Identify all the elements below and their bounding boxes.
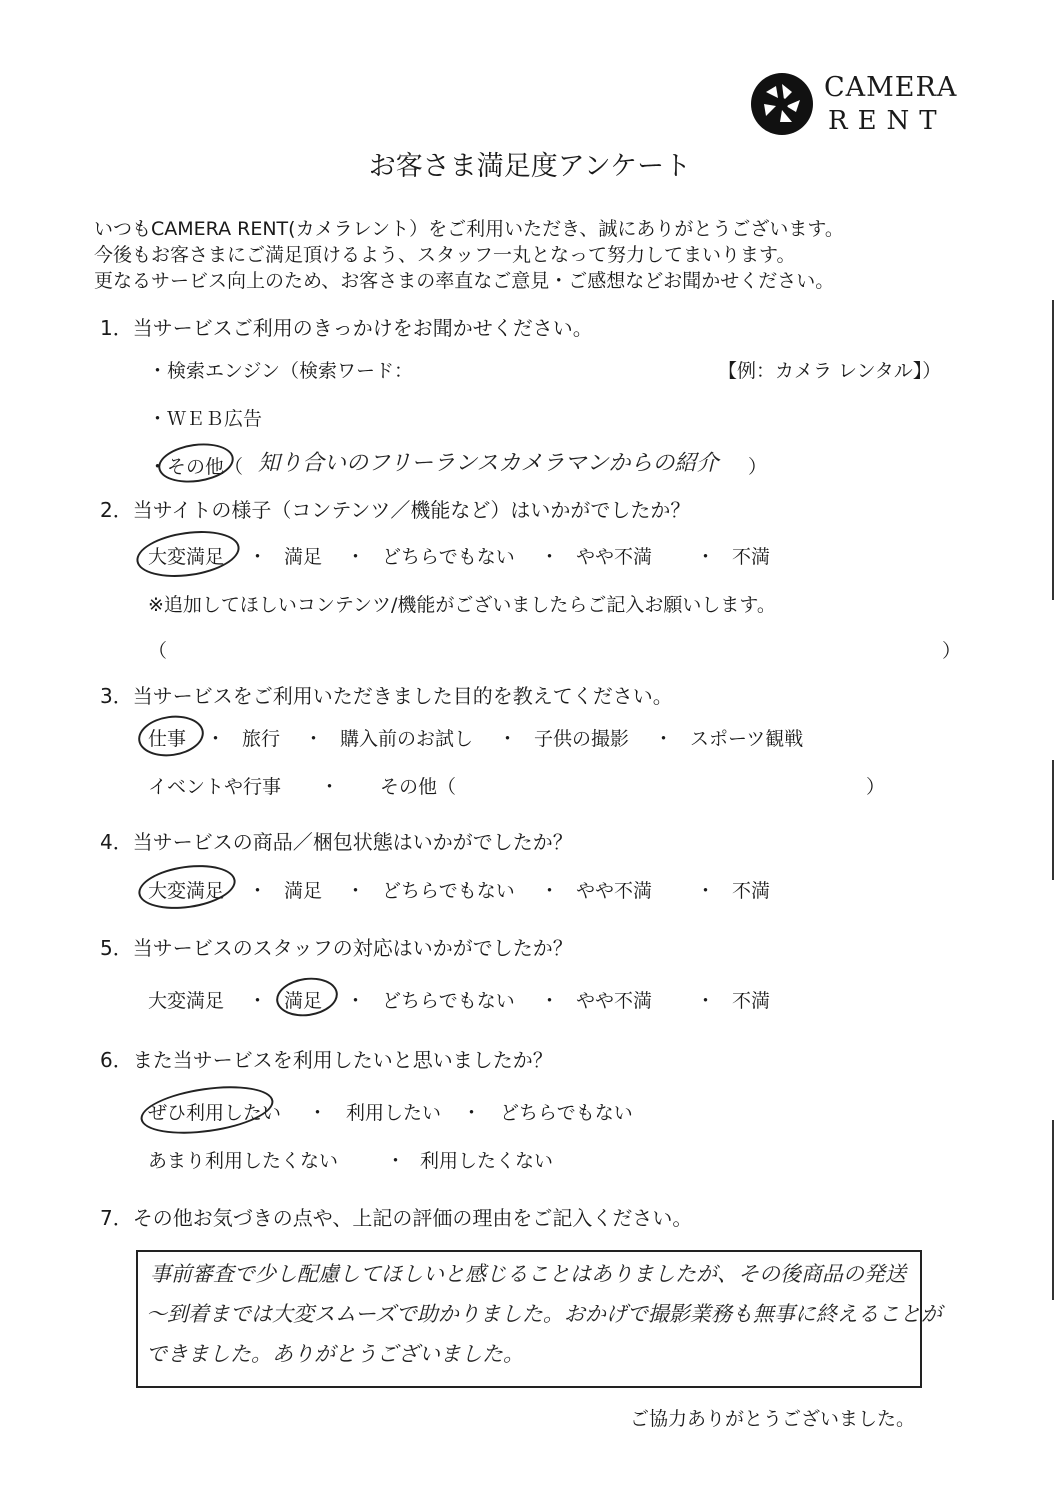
q1-selection-circle <box>156 439 237 487</box>
q5-selection-circle <box>274 974 341 1020</box>
q3-sep-4: ・ <box>654 728 674 750</box>
q6-option-1: ぜひ利用したい <box>148 1102 282 1124</box>
q5-sep-3: ・ <box>540 990 560 1012</box>
q2-sep-4: ・ <box>696 546 716 568</box>
q1-other-close: ） <box>748 456 768 478</box>
logo <box>748 68 958 140</box>
q1-option-search: ・検索エンジン（検索ワード： <box>148 360 414 382</box>
q2-paren-open: （ <box>148 640 168 662</box>
q4-option-2: 満足 <box>284 880 323 902</box>
q2-option-1: 大変満足 <box>148 546 225 568</box>
q5-label: 5．当サービスのスタッフの対応はいかがでしたか？ <box>100 936 573 960</box>
intro-line-1: いつもCAMERA RENT(カメラレント）をご利用いただき、誠にありがとうございます。 <box>94 218 844 240</box>
q1-label: 1．当サービスご利用のきっかけをお聞かせください。 <box>100 316 593 340</box>
scan-edge-line <box>1052 300 1054 600</box>
q1-other-answer: 知り合いのフリーランスカメラマンからの紹介 <box>258 451 719 476</box>
q3-option-3: 購入前のお試し <box>340 728 474 750</box>
q4-selection-circle <box>136 859 239 914</box>
q7-answer-line-3: できました。ありがとうございました。 <box>146 1342 524 1366</box>
q5-option-5: 不満 <box>732 990 771 1012</box>
q2-note: ※追加してほしいコンテンツ/機能がございましたらご記入お願いします。 <box>148 594 776 616</box>
q4-option-1: 大変満足 <box>148 880 225 902</box>
q3-other-close: ） <box>866 776 886 798</box>
page-title: お客さま満足度アンケート <box>368 151 692 182</box>
q3-label: 3．当サービスをご利用いただきました目的を教えてください。 <box>100 684 673 708</box>
q7-label: 7．その他お気づきの点や、上記の評価の理由をご記入ください。 <box>100 1206 693 1230</box>
q1-option-search-example: 【例：カメラ レンタル】） <box>718 360 942 382</box>
q2-option-5: 不満 <box>732 546 771 568</box>
q2-label: 2．当サイトの様子（コンテンツ／機能など）はいかがでしたか？ <box>100 498 691 522</box>
q4-sep-1: ・ <box>248 880 268 902</box>
q3-option-2: 旅行 <box>242 728 281 750</box>
q2-option-2: 満足 <box>284 546 323 568</box>
scan-edge-line <box>1052 760 1054 880</box>
q4-sep-2: ・ <box>346 880 366 902</box>
q6-option-2: 利用したい <box>346 1102 442 1124</box>
scan-edge-line <box>1052 1120 1054 1300</box>
q3-option-other: その他（ <box>380 776 457 798</box>
q5-sep-2: ・ <box>346 990 366 1012</box>
q6-option-3: どちらでもない <box>500 1102 633 1124</box>
q3-option-1: 仕事 <box>148 728 187 750</box>
q6-option-4: あまり利用したくない <box>148 1150 339 1172</box>
q5-sep-4: ・ <box>696 990 716 1012</box>
q2-option-3: どちらでもない <box>382 546 515 568</box>
q3-sep-2: ・ <box>304 728 324 750</box>
q5-option-1: 大変満足 <box>148 990 225 1012</box>
camera-shutter-icon <box>748 70 816 138</box>
q4-option-5: 不満 <box>732 880 771 902</box>
q6-option-5: 利用したくない <box>420 1150 554 1172</box>
q3-option-event: イベントや行事 <box>148 776 282 798</box>
q6-sep-2: ・ <box>462 1102 482 1124</box>
logo-text-rent: RENT <box>828 106 947 136</box>
q3-sep-5: ・ <box>320 776 340 798</box>
q5-option-2: 満足 <box>284 990 323 1012</box>
q6-label: 6．また当サービスを利用したいと思いましたか？ <box>100 1048 553 1072</box>
q3-sep-3: ・ <box>498 728 518 750</box>
q4-sep-4: ・ <box>696 880 716 902</box>
q2-sep-3: ・ <box>540 546 560 568</box>
footer-thanks: ご協力ありがとうございました。 <box>630 1408 916 1430</box>
q2-option-4: やや不満 <box>576 546 653 568</box>
q2-sep-2: ・ <box>346 546 366 568</box>
q4-option-4: やや不満 <box>576 880 653 902</box>
intro-line-3: 更なるサービス向上のため、お客さまの率直なご意見・ご感想などお聞かせください。 <box>94 270 835 292</box>
q6-sep-3: ・ <box>386 1150 406 1172</box>
q6-sep-1: ・ <box>308 1102 328 1124</box>
q4-option-3: どちらでもない <box>382 880 515 902</box>
q7-answer-line-2: ～到着までは大変スムーズで助かりました。おかげで撮影業務も無事に終えることが <box>146 1302 942 1326</box>
q4-sep-3: ・ <box>540 880 560 902</box>
q5-option-4: やや不満 <box>576 990 653 1012</box>
q3-sep-1: ・ <box>206 728 226 750</box>
q7-answer-line-1: 事前審査で少し配慮してほしいと感じることはありましたが、その後商品の発送 <box>150 1262 906 1286</box>
q5-option-3: どちらでもない <box>382 990 515 1012</box>
q3-option-5: スポーツ観戦 <box>690 728 804 750</box>
logo-text-camera: CAMERA <box>824 72 958 103</box>
q1-option-other: ・その他（ <box>148 456 244 478</box>
q3-option-4: 子供の撮影 <box>534 728 630 750</box>
q4-label: 4．当サービスの商品／梱包状態はいかがでしたか？ <box>100 830 573 854</box>
q1-option-web: ・ＷＥＢ広告 <box>148 408 263 430</box>
q3-selection-circle <box>136 712 207 761</box>
q2-selection-circle <box>133 525 242 583</box>
q2-sep-1: ・ <box>248 546 268 568</box>
q5-sep-1: ・ <box>248 990 268 1012</box>
intro-line-2: 今後もお客さまにご満足頂けるよう、スタッフ一丸となって努力してまいります。 <box>94 244 796 266</box>
q2-paren-close: ） <box>942 640 962 662</box>
q7-answer-box <box>136 1250 942 1388</box>
q6-selection-circle <box>138 1079 277 1141</box>
